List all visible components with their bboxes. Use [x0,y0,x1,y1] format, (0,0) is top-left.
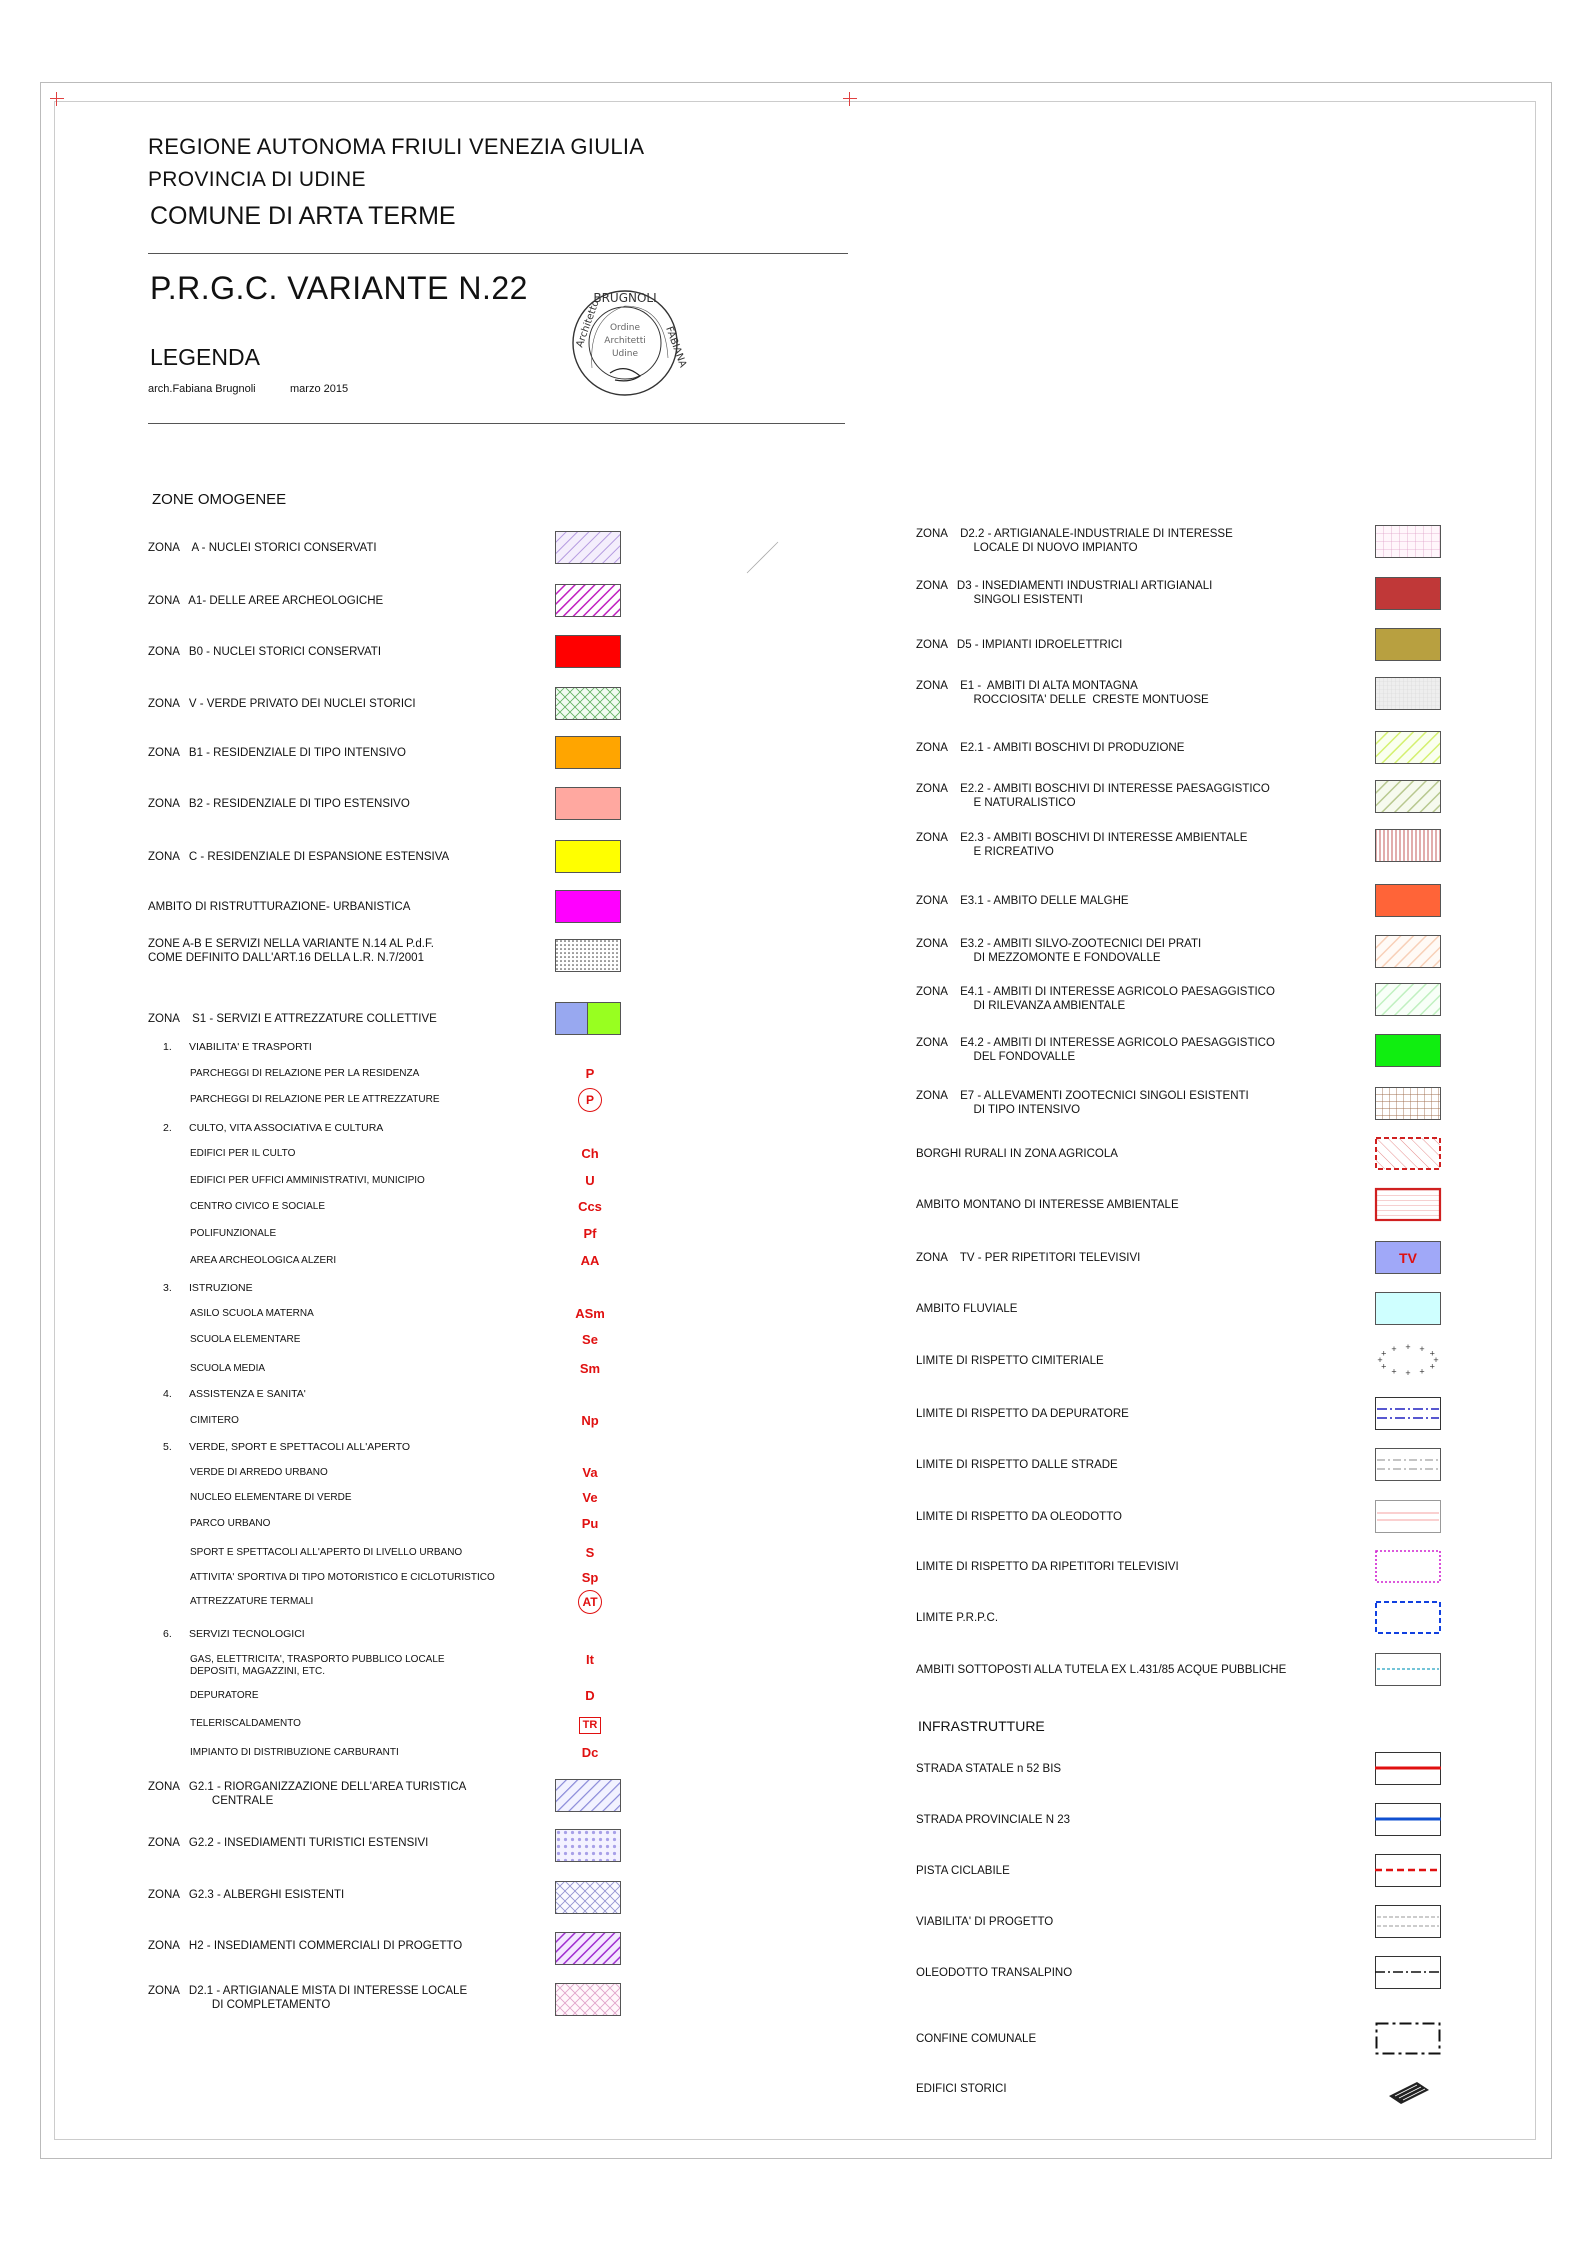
zone-swatch [555,939,621,977]
service-label: PARCHEGGI DI RELAZIONE PER LA RESIDENZA [190,1068,420,1079]
zone-swatch [1375,1292,1441,1330]
zone-label: BORGHI RURALI IN ZONA AGRICOLA [916,1148,1118,1160]
zone-swatch [555,787,621,825]
service-code [560,1745,620,1760]
service-label: AREA ARCHEOLOGICA ALZERI [190,1255,337,1266]
zone-label: ZONA TV - PER RIPETITORI TELEVISIVI [916,1252,1141,1264]
service-label: ASILO SCUOLA MATERNA [190,1308,314,1319]
service-code [560,1361,620,1376]
legend-title: LEGENDA [150,344,260,370]
service-code [560,1088,620,1112]
service-code [560,1688,620,1703]
zone-label: ZONA D3 - INSEDIAMENTI INDUSTRIALI ARTIGIANALI SINGOLI ESISTENTI [916,580,1213,606]
service-code [560,1716,620,1734]
service-label: EDIFICI PER UFFICI AMMINISTRATIVI, MUNICIPIO [190,1175,425,1186]
zone-swatch [1375,577,1441,615]
service-label: CIMITERO [190,1415,239,1426]
service-code-text: U [585,1173,595,1188]
zone-label: AMBITI SOTTOPOSTI ALLA TUTELA EX L.431/85 ACQUE PUBBLICHE [916,1664,1287,1676]
zone-swatch [1375,1448,1441,1486]
zone-swatch [555,1002,621,1040]
svg-text:+: + [1391,1366,1397,1377]
service-code-text: Se [582,1332,598,1347]
svg-text:+: + [1391,1343,1397,1354]
service-label: ATTREZZATURE TERMALI [190,1596,314,1607]
zone-swatch [1375,1550,1441,1588]
svg-text:+: + [1381,1348,1387,1359]
zone-swatch [1375,1188,1441,1226]
zone-swatch [1375,1653,1441,1691]
service-code-text: D [585,1688,595,1703]
service-code [560,1652,620,1667]
service-label: ATTIVITA' SPORTIVA DI TIPO MOTORISTICO E CICLOTURISTICO [190,1572,495,1583]
page-title: P.R.G.C. VARIANTE N.22 [150,270,528,306]
service-code [560,1570,620,1585]
service-code-text: AT [578,1590,602,1614]
service-code [560,1590,620,1614]
zone-label: ZONA B0 - NUCLEI STORICI CONSERVATI [148,646,382,658]
zone-label: LIMITE DI RISPETTO DA OLEODOTTO [916,1511,1122,1523]
infra-label: EDIFICI STORICI [916,2083,1007,2095]
infra-swatch [1375,2072,1441,2110]
zone-swatch [1375,677,1441,715]
zone-swatch [1375,829,1441,867]
service-group-number: 4. [163,1388,172,1400]
service-code [560,1465,620,1480]
zone-label: ZONE A-B E SERVIZI NELLA VARIANTE N.14 AL P.d.F. COME DEFINITO DALL'ART.16 DELLA L.R. N.7/2001 [148,938,434,964]
zone-label: ZONA G2.2 - INSEDIAMENTI TURISTICI ESTENSIVI [148,1837,429,1849]
service-code [560,1066,620,1081]
service-code-text: Va [582,1465,598,1480]
service-code [560,1146,620,1161]
svg-text:BRUGNOLI: BRUGNOLI [593,291,657,305]
service-code-text: Ch [581,1146,599,1161]
zone-swatch [555,736,621,774]
section-heading-infrastrutture: INFRASTRUTTURE [918,1718,1045,1734]
service-code-text: Np [581,1413,599,1428]
infra-label: OLEODOTTO TRANSALPINO [916,1967,1073,1979]
svg-text:Architetto: Architetto [574,298,602,350]
service-group-number: 5. [163,1441,172,1453]
service-code [560,1516,620,1531]
zone-label: ZONA A1- DELLE AREE ARCHEOLOGICHE [148,595,384,607]
svg-text:+: + [1429,1348,1435,1359]
service-code [560,1306,620,1321]
zone-swatch [555,890,621,928]
zone-swatch [1375,1241,1441,1279]
service-group-number: 1. [163,1041,172,1053]
svg-text:+: + [1419,1366,1425,1377]
stray-line [745,540,780,575]
infra-label: STRADA STATALE n 52 BIS [916,1763,1062,1775]
zone-swatch [555,635,621,673]
svg-text:FABIANA: FABIANA [663,325,689,370]
service-group-label: ISTRUZIONE [189,1282,253,1294]
infra-label: STRADA PROVINCIALE N 23 [916,1814,1071,1826]
zone-swatch [555,840,621,878]
zone-label: ZONA D5 - IMPIANTI IDROELETTRICI [916,639,1123,651]
service-code-text: S [585,1545,595,1560]
zone-label: AMBITO FLUVIALE [916,1303,1018,1315]
infra-swatch [1375,1854,1441,1892]
zone-swatch [555,584,621,622]
zone-label: ZONA E2.3 - AMBITI BOSCHIVI DI INTERESSE AMBIENTALE E RICREATIVO [916,832,1248,858]
zone-label: LIMITE DI RISPETTO CIMITERIALE [916,1355,1104,1367]
registration-mark [50,92,64,106]
svg-text:+: + [1433,1355,1439,1365]
svg-text:+: + [1405,1368,1411,1378]
service-code-text: Dc [581,1745,599,1760]
zone-label: ZONA E3.2 - AMBITI SILVO-ZOOTECNICI DEI PRATI DI MEZZOMONTE E FONDOVALLE [916,938,1202,964]
zone-label: AMBITO MONTANO DI INTERESSE AMBIENTALE [916,1199,1179,1211]
svg-text:Ordine: Ordine [609,323,641,333]
service-code-text: TR [579,1717,602,1734]
service-code-text: AA [580,1253,600,1268]
service-code [560,1199,620,1214]
zone-swatch [555,1881,621,1919]
zone-swatch [1375,1500,1441,1538]
infra-swatch [1375,2022,1441,2060]
zone-swatch [1375,628,1441,666]
zone-swatch [555,1983,621,2021]
service-group-label: VERDE, SPORT E SPETTACOLI ALL'APERTO [189,1441,411,1453]
inner-frame [54,101,1536,2140]
author: arch.Fabiana Brugnoli [148,383,256,395]
service-label: IMPIANTO DI DISTRIBUZIONE CARBURANTI [190,1747,399,1758]
service-code-text: It [586,1652,594,1667]
architect-stamp [570,288,689,398]
service-label: GAS, ELETTRICITA', TRASPORTO PUBBLICO LOCALE DEPOSITI, MAGAZZINI, ETC. [190,1654,445,1677]
zone-label: ZONA D2.1 - ARTIGIANALE MISTA DI INTERESSE LOCALE DI COMPLETAMENTO [148,1985,468,2011]
service-label: POLIFUNZIONALE [190,1228,277,1239]
service-code [560,1332,620,1347]
service-group-label: CULTO, VITA ASSOCIATIVA E CULTURA [189,1122,384,1134]
svg-text:+: + [1419,1343,1425,1354]
service-group-label: SERVIZI TECNOLOGICI [189,1628,305,1640]
zone-swatch [1375,1087,1441,1125]
service-code [560,1413,620,1428]
zone-swatch [1375,525,1441,563]
infra-swatch [1375,1752,1441,1790]
zone-swatch [555,687,621,725]
zone-swatch [555,1779,621,1817]
infra-swatch [1375,1905,1441,1943]
zone-label: ZONA E4.2 - AMBITI DI INTERESSE AGRICOLO PAESAGGISTICO DEL FONDOVALLE [916,1037,1275,1063]
zone-swatch [1375,1601,1441,1639]
zone-label: ZONA E1 - AMBITI DI ALTA MONTAGNA ROCCIOSITA' DELLE CRESTE MONTUOSE [916,680,1209,706]
zone-swatch [555,1932,621,1970]
service-code-text: Sp [581,1570,599,1585]
svg-text:Architetti: Architetti [604,336,646,346]
infra-swatch [1375,1803,1441,1841]
divider [148,253,848,254]
zone-swatch [1375,983,1441,1021]
zone-swatch [1375,1397,1441,1435]
zone-swatch [1375,1034,1441,1072]
zone-label: ZONA B2 - RESIDENZIALE DI TIPO ESTENSIVO [148,798,410,810]
service-label: SCUOLA MEDIA [190,1363,266,1374]
zone-label: ZONA E4.1 - AMBITI DI INTERESSE AGRICOLO PAESAGGISTICO DI RILEVANZA AMBIENTALE [916,986,1275,1012]
section-heading-zone: ZONE OMOGENEE [152,491,287,508]
date: marzo 2015 [290,383,349,395]
zone-label: ZONA E2.2 - AMBITI BOSCHIVI DI INTERESSE PAESAGGISTICO E NATURALISTICO [916,783,1270,809]
svg-text:+: + [1381,1361,1387,1372]
zone-swatch [1375,935,1441,973]
service-code-text: Ccs [578,1199,602,1214]
service-code-text: Pf [583,1226,597,1241]
service-label: CENTRO CIVICO E SOCIALE [190,1201,326,1212]
zone-label: ZONA E2.1 - AMBITI BOSCHIVI DI PRODUZIONE [916,742,1185,754]
service-label: DEPURATORE [190,1690,259,1701]
service-code [560,1490,620,1505]
zone-swatch [1375,731,1441,769]
registration-mark [843,92,857,106]
service-label: EDIFICI PER IL CULTO [190,1148,296,1159]
service-group-number: 3. [163,1282,172,1294]
zone-label: ZONA E3.1 - AMBITO DELLE MALGHE [916,895,1129,907]
zone-label: ZONA D2.2 - ARTIGIANALE-INDUSTRIALE DI INTERESSE LOCALE DI NUOVO IMPIANTO [916,528,1233,554]
zone-swatch [1375,780,1441,818]
service-label: TELERISCALDAMENTO [190,1718,301,1729]
region-title: REGIONE AUTONOMA FRIULI VENEZIA GIULIA [148,134,645,159]
service-label: PARCHEGGI DI RELAZIONE PER LE ATTREZZATURE [190,1094,440,1105]
zone-label: LIMITE P.R.P.C. [916,1612,999,1624]
zone-swatch [555,1829,621,1867]
service-label: SPORT E SPETTACOLI ALL'APERTO DI LIVELLO URBANO [190,1547,463,1558]
zone-label: ZONA V - VERDE PRIVATO DEI NUCLEI STORICI [148,698,416,710]
comune-title: COMUNE DI ARTA TERME [150,202,456,230]
service-code-text: ASm [575,1306,605,1321]
service-label: VERDE DI ARREDO URBANO [190,1467,328,1478]
svg-text:+: + [1429,1361,1435,1372]
zone-label: ZONA B1 - RESIDENZIALE DI TIPO INTENSIVO [148,747,406,759]
service-code-text: Ve [582,1490,598,1505]
service-code [560,1173,620,1188]
zone-label: LIMITE DI RISPETTO DA DEPURATORE [916,1408,1129,1420]
service-group-number: 6. [163,1628,172,1640]
service-code-text: Sm [579,1361,601,1376]
svg-text:+: + [1405,1342,1411,1352]
zone-label: ZONA S1 - SERVIZI E ATTREZZATURE COLLETTIVE [148,1013,437,1025]
zone-label: LIMITE DI RISPETTO DA RIPETITORI TELEVISIVI [916,1561,1179,1573]
svg-text:Udine: Udine [611,349,639,359]
service-label: NUCLEO ELEMENTARE DI VERDE [190,1492,352,1503]
divider [148,423,845,424]
infra-swatch [1375,1956,1441,1994]
zone-swatch [1375,884,1441,922]
service-code [560,1545,620,1560]
zone-label: ZONA G2.3 - ALBERGHI ESISTENTI [148,1889,345,1901]
zone-swatch [1375,1137,1441,1175]
service-code-text: P [578,1088,602,1112]
service-label: PARCO URBANO [190,1518,271,1529]
zone-label: AMBITO DI RISTRUTTURAZIONE- URBANISTICA [148,901,411,913]
service-code-text: P [585,1066,595,1081]
service-code [560,1253,620,1268]
zone-swatch [555,531,621,569]
zone-label: ZONA A - NUCLEI STORICI CONSERVATI [148,542,377,554]
province-title: PROVINCIA DI UDINE [148,168,366,191]
service-code [560,1226,620,1241]
service-group-label: ASSISTENZA E SANITA' [189,1388,306,1400]
infra-label: PISTA CICLABILE [916,1865,1010,1877]
infra-label: CONFINE COMUNALE [916,2033,1037,2045]
zone-label: ZONA E7 - ALLEVAMENTI ZOOTECNICI SINGOLI ESISTENTI DI TIPO INTENSIVO [916,1090,1249,1116]
zone-label: ZONA H2 - INSEDIAMENTI COMMERCIALI DI PROGETTO [148,1940,463,1952]
service-group-label: VIABILITA' E TRASPORTI [189,1041,312,1053]
service-code-text: Pu [581,1516,599,1531]
zone-label: ZONA G2.1 - RIORGANIZZAZIONE DELL'AREA TURISTICA CENTRALE [148,1781,467,1807]
svg-text:TV: TV [1399,1250,1417,1266]
zone-label: LIMITE DI RISPETTO DALLE STRADE [916,1459,1118,1471]
zone-swatch [1375,1344,1441,1382]
service-label: SCUOLA ELEMENTARE [190,1334,301,1345]
zone-label: ZONA C - RESIDENZIALE DI ESPANSIONE ESTENSIVA [148,851,450,863]
svg-text:+: + [1377,1355,1383,1365]
infra-label: VIABILITA' DI PROGETTO [916,1916,1054,1928]
service-group-number: 2. [163,1122,172,1134]
